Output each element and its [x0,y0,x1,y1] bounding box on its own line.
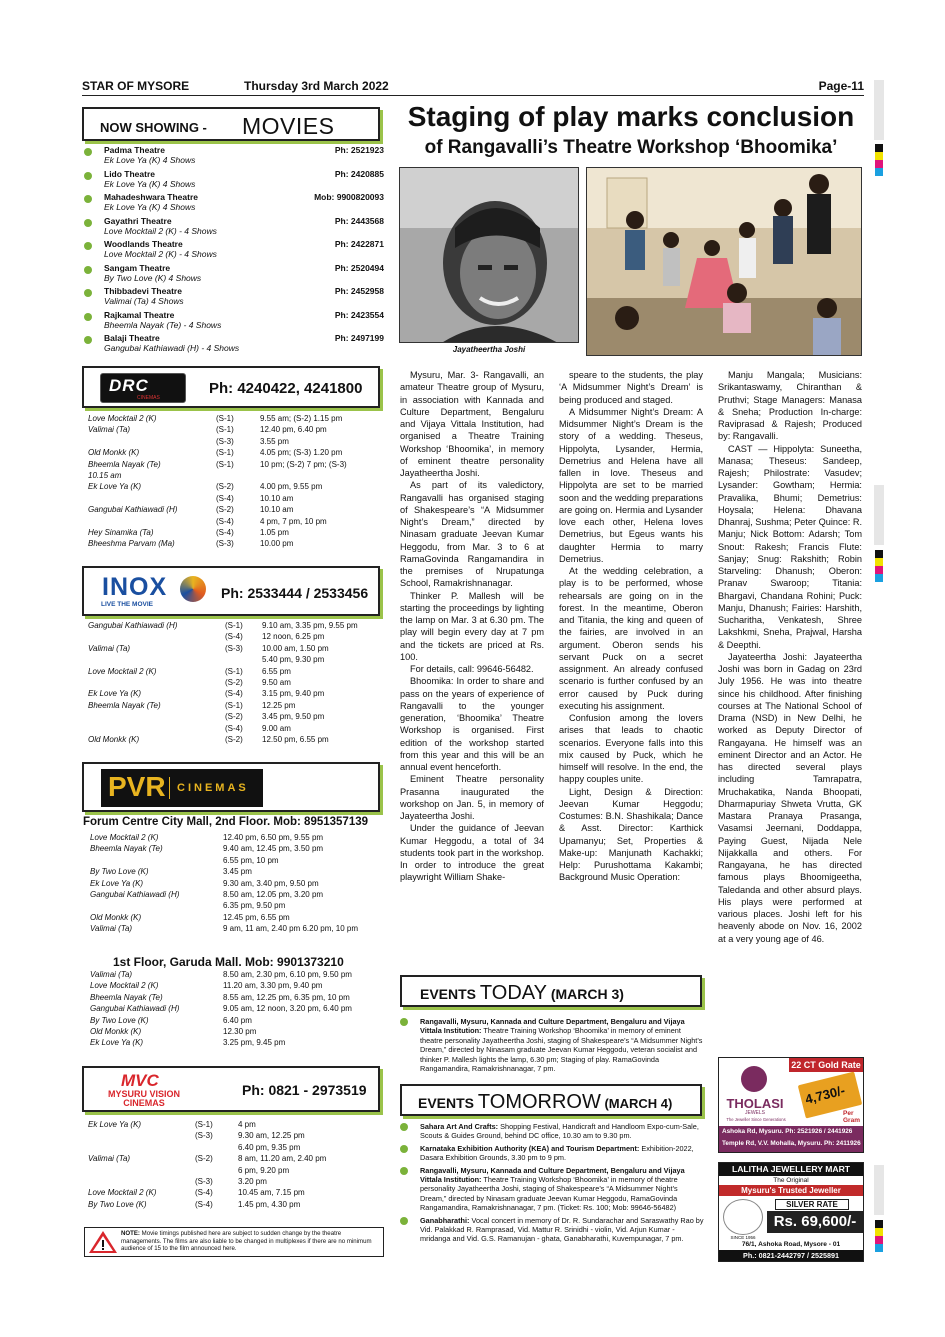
schedule-row [88,1198,383,1209]
movie-title: Love Mocktail 2 (K) [90,833,159,842]
gold-rate-header: 22 CT Gold Rate [789,1058,863,1072]
color-registration-marks [875,550,883,582]
movie-title: Old Monkk (K) [88,734,140,744]
warning-icon [88,1230,118,1254]
bullet-icon [400,1167,408,1175]
movie-title: By Two Love (K) [88,1199,147,1209]
schedule-row [88,436,383,447]
schedule-row [90,865,382,876]
page-number: Page-11 [818,79,864,93]
bullet-icon [400,1018,408,1026]
now-showing-header [82,107,380,141]
schedule-row [88,711,383,722]
paper-name: STAR OF MYSORE [82,79,190,93]
issue-date: Thursday 3rd March 2022 [244,79,389,93]
schedule-row [90,1015,382,1026]
theatre-item [84,239,384,263]
tholasi-address-1: Ashoka Rd, Mysuru. Ph: 2521926 / 2441926 [722,1128,853,1135]
movie-title: Valimai (Ta) [90,924,133,934]
theatre-phone: Ph: 2521923 [334,145,384,155]
mvc-logo: MVC [121,1071,159,1090]
theatre-name: Sangam Theatre [104,262,171,273]
tholasi-brand: THOLASI [726,1096,784,1111]
portrait-photo [399,167,579,343]
screen-number: (S-4) [216,527,234,537]
article-paragraph: Bhoomika: In order to share and pass on the years of experience of Rangavalli to the younger generation, ‘Bhoomika’ Theatre Workshop is organised. First edition of the workshop started from this year and this will be an annual event henceforth. [400,676,544,772]
color-registration-marks [875,144,883,176]
show-times: 9.30 am, 3.40 pm, 9.50 pm [223,878,319,888]
show-times: 6.55 pm, 10 pm [223,855,279,865]
movie-title: Old Monkk (K) [90,912,142,922]
event-organizer: Sahara Art And Crafts: [420,1122,499,1131]
schedule-row [88,1164,383,1175]
movie-title: Bheemla Nayak (Te) [88,700,161,710]
theatre-show: By Two Love (K) 4 Shows [104,272,202,283]
schedule-row [90,831,382,842]
schedule-row [88,527,383,538]
schedule-row [90,992,382,1003]
event-item [400,1144,704,1163]
silver-price: Rs. 69,600/- [767,1211,863,1233]
movie-title: By Two Love (K) [90,867,149,877]
event-item [400,1017,704,1073]
show-times: 10 pm; (S-2) 7 pm; (S-3) [260,459,347,469]
event-details: Exhibition-2022, Dasara Exhibition Grounds, 3.30 pm to 9 pm. [420,1143,694,1163]
bullet-icon [400,1123,408,1131]
article-column-3 [718,369,862,945]
show-times: 10.10 am [260,505,294,515]
show-times: 9.30 am, 12.25 pm [238,1131,305,1141]
schedule-row [88,1118,383,1129]
schedule-row [90,899,382,910]
schedule-row [88,643,383,654]
screen-number: (S-3) [195,1176,213,1186]
schedule-row [88,666,383,677]
show-times: 3.45 pm, 9.50 pm [262,712,325,722]
show-times: 6.40 pm [223,1015,252,1025]
screen-number: (S-3) [216,436,234,446]
pvr-garuda-schedule [90,969,382,1049]
article-paragraph: At the wedding celebration, a play is to be performed, whose rehearsals are going on in the forest. In the meantime, Oberon and Titania, the king and queen of the fairies, are involved in an argument. Oberon sends his servant Puck on a secret assignment. An already confused scenario is further confused by an error caused by Puck during executing his assignment. [559,566,703,711]
schedule-row [88,688,383,699]
theatre-show: Gangubai Kathiawadi (H) - 4 Shows [104,343,240,353]
screen-number: (S-1) [225,666,243,676]
schedule-row [88,654,383,665]
movie-title: Ek Love Ya (K) [88,689,142,699]
show-times: 3.55 pm [260,436,289,446]
event-item [400,1122,704,1141]
show-times: 3.25 pm, 9.45 pm [223,1038,286,1048]
screen-number: (S-4) [195,1188,213,1198]
inox-logo: INOX [102,573,168,601]
screen-number: (S-1) [216,414,234,423]
theatre-name: Gayathri Theatre [104,215,172,226]
theatre-show: Ek Love Ya (K) 4 Shows [104,178,196,189]
event-details: Theatre Training Workshop ‘Bhoomika’ in memory of eminent theatre personality Jayatheertha Joshi, staging of Shakespeare’s “A Midsummer Night’s Dream,” directed by Ninasam graduate Jeevan Kumar Heggodu, veteran socialist and thinker P. Mallesh lights the lamp, 6.30 pm; Staging of play. RamaGovinda Rangamandira, Ramakrishnanagar, 7 pm. [420,1026,703,1074]
tholasi-address-2: Temple Rd, V.V. Mohalla, Mysuru. Ph: 2411926 [722,1140,861,1147]
movies-label: MOVIES [242,113,335,139]
screen-number: (S-2) [225,677,243,687]
show-times: 3.20 pm [238,1176,267,1186]
theatre-phone: Ph: 2423554 [334,309,384,320]
bullet-icon [84,195,92,203]
show-times: 3.45 pm [223,867,252,877]
theatre-item [84,263,384,287]
show-times: 4 pm, 7 pm, 10 pm [260,516,327,526]
screen-number: (S-4) [225,723,243,733]
bullet-icon [84,266,92,274]
movie-title: Ek Love Ya (K) [90,1038,144,1048]
lalitha-emblem-icon [723,1199,763,1235]
theatre-phone: Ph: 2443568 [334,215,384,226]
movie-title: Ek Love Ya (K) [88,482,142,492]
schedule-row [88,516,383,527]
mvc-phone: Ph: 0821 - 2973519 [242,1082,367,1098]
movie-title: Love Mocktail 2 (K) [90,981,159,991]
article-paragraph: A Midsummer Night’s Dream: A Midsummer Night’s Dream is the story of a wedding. Theseus, Hippolyta, Lysander, Hermia, Demetrius and Helena have all fallen in love. Theseus and Hippolyta are set to be married soon and the wedding preparations are going on. Hermia and Lysander love each other, Helena loves Demetrius, but Egeus wants his daughter Hermia to marry Demetrius. [559,406,703,564]
theatre-show: Ek Love Ya (K) 4 Shows [104,202,196,212]
schedule-row [90,877,382,888]
schedule-row [88,470,383,481]
movie-title: 10.15 am [88,470,122,480]
events-today-header: EVENTS TODAY (MARCH 3) [400,975,702,1007]
screen-number: (S-4) [195,1199,213,1209]
theatre-item [84,333,384,357]
drc-header [82,366,380,408]
show-times: 12.40 pm, 6.50 pm, 9.55 pm [223,833,324,842]
schedule-row [88,734,383,745]
movie-title: Gangubai Kathiawadi (H) [88,621,178,630]
theatre-show: Bheemla Nayak (Te) - 4 Shows [104,319,222,330]
bullet-icon [400,1217,408,1225]
screen-number: (S-2) [225,734,243,744]
screen-number: (S-2) [216,482,234,492]
schedule-row [88,620,383,631]
schedule-row [88,1186,383,1197]
schedule-row [88,631,383,642]
article-paragraph: Jayateertha Joshi: Jayateertha Joshi was born in Gadag on 23rd July 1956. He was into theatre since his childhood. After finishing courses at The National School of Drama (NSD) in New Delhi, he worked as Deputy Director of Rangayana. He himself was an eminent Director and an Actor. He has directed several plays including Tamrapatra, Mruchakatika, Nanda Bhoopati, Dharmapuriay Shweta Vrutta, GK Mastara Pranaya Prasanga, Vasamsi Jeernani, Doddappa, Paying Guest, Nijada Nele Nijakkalla and others. For Rangayana, he has directed famous plays Bhoomigeetha, Taledanda and other absurd plays. His plays were performed at various places. Joshi left for his heavenly abode on Nov. 16, 2002 at a very young age of 46. [718,651,862,944]
article-paragraph: Thinker P. Mallesh will be starting the proceedings by lighting the lamp on Mar. 3 at 6.30 pm. The play will begin every day at 7 pm and the tickets are priced at Rs. 100. [400,590,544,662]
theatre-name: Woodlands Theatre [104,239,183,249]
schedule-row [88,1175,383,1186]
schedule-row [88,677,383,688]
show-times: 9.05 am, 12 noon, 3.20 pm, 6.40 pm [223,1004,352,1014]
theatre-phone: Ph: 2420885 [334,168,384,179]
bullet-icon [84,336,92,344]
show-times: 12 noon, 6.25 pm [262,632,325,642]
drc-logo: DRC CINEMAS [100,373,186,403]
movie-title: Love Mocktail 2 (K) [88,414,157,423]
pvr-header [82,762,380,812]
mvc-header [82,1066,380,1112]
movie-title: Valimai (Ta) [90,970,133,979]
show-times: 6 pm, 9.20 pm [238,1165,290,1175]
events-today-list [400,1017,704,1076]
article-paragraph: As part of its valedictory, Rangavalli has organised staging of Shakespeare’s “A Midsummer Night’s Dream,” directed by Ninasam graduate Jeevan Kumar Heggodu, from Mar. 3 to 6 at RamaGovinda Rangamandira in the premises of Nrupatunga School, Ramakrishnanagar. [400,480,544,589]
pvr-forum-schedule [90,831,382,934]
show-times: 4.00 pm, 9.55 pm [260,482,323,492]
schedule-row [88,424,383,435]
show-times: 6.40 pm, 9.35 pm [238,1142,301,1152]
screen-number: (S-4) [225,632,243,642]
bullet-icon [84,172,92,180]
theatre-phone: Ph: 2452958 [334,286,384,296]
screen-number: (S-2) [216,505,234,515]
schedule-row [88,700,383,711]
lalitha-name: LALITHA JEWELLERY MART [719,1163,863,1176]
schedule-row [88,481,383,492]
show-times: 4.05 pm; (S-3) 1.20 pm [260,448,343,458]
event-organizer: Rangavalli, Mysuru, Kannada and Culture Department, Bengaluru and Vijaya Vittala Institution: [420,1165,685,1185]
screen-number: (S-3) [195,1131,213,1141]
note-text: Movie timings published here are subject to sudden change by the theatre managements. The films are also liable to be changed in multiplexes if there are no minimum audience of 15 to the film announced here. [121,1230,372,1253]
movie-title: Bheemla Nayak (Te) [88,459,161,469]
event-details: Shopping Festival, Handicraft and Handloom Expo-cum-Sale, Scouts & Guides Ground, behind DC office, 10.30 am to 9.30 pm. [420,1122,699,1141]
screen-number: (S-1) [216,448,234,458]
show-times: 6.35 pm, 9.50 pm [223,901,286,911]
show-times: 9 am, 11 am, 2.40 pm 6.20 pm, 10 pm [223,924,359,934]
schedule-row [90,922,382,933]
schedule-row [88,538,383,549]
schedule-row [88,723,383,734]
theatre-phone: Ph: 2422871 [334,239,384,249]
schedule-row [88,1152,383,1163]
event-item [400,1166,704,1213]
show-times: 12.30 pm [223,1026,257,1036]
show-times: 10.00 pm [260,539,294,549]
screen-number: (S-4) [216,493,234,503]
theatre-item [84,310,384,334]
schedule-row [90,911,382,922]
show-times: 9.10 am, 3.35 pm, 9.55 pm [262,621,358,630]
inox-tagline: LIVE THE MOVIE [101,601,154,608]
article-paragraph: Manju Mangala; Musicians: Srikantaswamy, Chiranthan & Pruthvi; Stage Managers: Manasa & Sneha; Production In-charge: Raviprasad & Rajesh; Produced by: Rangavalli. [718,370,862,442]
event-organizer: Karnataka Exhibition Authority (KEA) and Tourism Department: [420,1143,640,1153]
margin-strip [874,80,884,140]
article-subhead: of Rangavalli’s Theatre Workshop ‘Bhoomika’ [424,137,838,158]
show-times: 4 pm [238,1120,256,1129]
photo-caption: Jayatheertha Joshi [452,345,526,354]
bullet-icon [84,289,92,297]
show-times: 12.40 pm, 6.40 pm [260,425,327,435]
article-paragraph: Confusion among the lovers arises that leads to chaotic scenarios. Everyone falls into this mix caused by Puck, which he himself will resolve. In the end, the happy couples unite. [559,713,703,785]
schedule-row [88,413,383,424]
screen-number: (S-3) [216,539,234,549]
show-times: 9.00 am [262,723,291,733]
event-organizer: Ganabharathi: [420,1215,470,1225]
schedule-row [88,493,383,504]
movie-title: Ek Love Ya (K) [90,878,144,888]
theatre-name: Lido Theatre [104,168,156,179]
now-showing-label: NOW SHOWING - [100,120,207,135]
screen-number: (S-2) [195,1154,213,1164]
schedule-row [90,1003,382,1014]
article-paragraph: Mysuru, Mar. 3- Rangavalli, an amateur Theatre group of Mysuru, in association with Kannada and Culture Department, Bengaluru and Vijaya Vittala Institution, had organised a Theatre Training Workshop ‘Bhoomika’, in memory of eminent theatre personality Jayatheertha Joshi. [400,370,544,478]
show-times: 10.10 am [260,493,294,503]
show-times: 10.45 am, 7.15 pm [238,1188,305,1198]
movie-title: By Two Love (K) [90,1015,149,1025]
bullet-icon [84,242,92,250]
schedule-row [88,1141,383,1152]
drc-schedule [88,413,383,550]
masthead [82,78,864,96]
note-label: NOTE: [121,1230,140,1237]
movie-title: Valimai (Ta) [88,643,131,653]
schedule-row [90,980,382,991]
drc-phone: Ph: 4240422, 4241800 [209,380,363,397]
article-paragraph: Light, Design & Direction: Jeevan Kumar Heggodu; Costumes: B.N. Shashikala; Dance & Asst. Director: Karthick Upamanyu; Set, Properties & Make-up: Manjunath Kachakki; Help: Purushottama Kakambi; Background Music Operation: [559,786,703,883]
screen-number: (S-4) [216,516,234,526]
movie-title: Old Monkk (K) [88,448,140,458]
tholasi-emblem-icon [741,1066,767,1092]
event-details: Theatre Training Workshop ‘Bhoomika’ in memory of theatre personality Jayatheertha Joshi, staging of Shakespeare’s “A Midsummer Night’s Dream,” directed by Ninasam graduate Jeevan Kumar Heggodu, RamaGovinda Rangamandira, Ramakrishnanagar, 7 pm. (Ticket: Rs. 100; Mob: 99646-56482) [420,1175,678,1213]
show-times: 9.50 am [262,677,291,687]
event-organizer: Rangavalli, Mysuru, Kannada and Culture Department, Bengaluru and Vijaya Vittala Institution: [420,1017,685,1036]
screen-number: (S-2) [225,712,243,722]
show-times: 8 am, 11.20 am, 2.40 pm [238,1154,327,1164]
movie-title: Bheemla Nayak (Te) [90,992,163,1002]
theatre-phone: Ph: 2497199 [334,333,384,343]
color-registration-marks [875,1220,883,1252]
theatre-name: Rajkamal Theatre [104,309,175,320]
theatre-item [84,216,384,240]
theatre-show: Valimai (Ta) 4 Shows [104,296,184,306]
theatre-item [84,192,384,216]
gold-price: 4,730/- [803,1082,847,1107]
show-times: 8.55 am, 12.25 pm, 6.35 pm, 10 pm [223,992,350,1002]
movie-title: Bheeshma Parvam (Ma) [88,539,175,549]
event-details: Vocal concert in memory of Dr. R. Sundarachar and Saraswathy Rao by Vid. Palakkad R. Ramprasad, Vid. Mattur R. Srinidhi - violin, Vid. Arjun Kumar - mridanga and Vid. G.S. Ramanujan - ghata, Ganabharathi, Kuvempunagar, 7 pm. [420,1215,704,1244]
theatre-name: Balaji Theatre [104,333,160,343]
article-paragraph: CAST — Hippolyta: Suneetha, Manasa; Theseus: Sandeep, Rajesh; Philostrate: Vasudev; Lysander: Gowtham; Hermia: Pravalika, Bhumi; Demetrius: Hoysala; Helena: Dhavana Dhanraj, Sushma; Peter Quince: R. Manju; Nick Bottom: Adarsh; Tom Snout: Rakesh; Francis Flute: Sanjay; Snug: Rakshith; Robin Starveling: Dhanush; Oberon: Pranav Swaroop; Titania: Bhargavi, Chandana Rohini; Puck: Manju, Dhanush; Fairies: Harshith, Sucharitha, Venkatesh, Shree Lakshkmi, Sneha, Prajwal, Harsha & Deepthi. [718,443,863,650]
schedule-row [88,504,383,515]
schedule-row [88,459,383,470]
pvr-venue-forum: Forum Centre City Mall, 2nd Floor. Mob: 8951357139 [83,816,369,828]
screen-number: (S-1) [216,425,234,435]
article-paragraph: Under the guidance of Jeevan Kumar Heggodu, a total of 34 students took part in the workshop. In order to introduce the great playwright William Shake- [400,823,544,883]
theatre-item [84,169,384,193]
theatre-name: Padma Theatre [104,145,165,155]
movie-title: Bheemla Nayak (Te) [90,844,163,854]
movie-title: Hey Sinamika (Ta) [88,527,154,537]
show-times: 8.50 am, 2.30 pm, 6.10 pm, 9.50 pm [223,970,352,979]
theatre-item [84,145,384,169]
article-paragraph: Eminent Theatre personality Prasanna inaugurated the workshop on Jan. 5, in memory of Jayateertha Joshi. [400,774,544,821]
theatre-name: Thibbadevi Theatre [104,286,182,296]
article-headline: Staging of play marks conclusion [407,101,855,132]
schedule-row [88,447,383,458]
show-times: 12.50 pm, 6.55 pm [262,734,329,744]
theatre-show: Love Mocktail 2 (K) - 4 Shows [104,225,217,236]
screen-number: (S-1) [216,459,234,469]
movie-title: Valimai (Ta) [88,425,131,435]
schedule-row [90,969,382,980]
show-times: 9.55 am; (S-2) 1.15 pm [260,414,343,423]
show-times: 3.15 pm, 9.40 pm [262,689,325,699]
movie-title: Love Mocktail 2 (K) [88,1188,157,1198]
events-tomorrow-header: EVENTS TOMORROW (MARCH 4) [400,1084,702,1116]
movie-title: Gangubai Kathiawadi (H) [88,505,178,515]
bullet-icon [400,1145,408,1153]
schedule-row [90,1026,382,1037]
theatre-show: Ek Love Ya (K) 4 Shows [104,155,196,165]
margin-strip [874,1165,884,1215]
article-paragraph: speare to the students, the play ‘A Midsummer Night’s Dream’ is being produced and staged. [559,370,703,405]
screen-number: (S-1) [195,1120,213,1129]
bullet-icon [84,219,92,227]
lalitha-ad: LALITHA JEWELLERY MART The Original Mysuru's Trusted Jeweller SINCE 1956 SILVER RATE Rs. 69,600/- 76/1, Ashoka Road, Mysore - 01 Ph.: 0821-2442797 / 2525891 [718,1162,864,1262]
screen-number: (S-1) [225,700,243,710]
show-times: 1.05 pm [260,527,289,537]
bullet-icon [84,313,92,321]
show-times: 11.20 am, 3.30 pm, 9.40 pm [223,981,323,991]
show-times: 8.50 am, 12.05 pm, 3.20 pm [223,889,324,899]
event-item [400,1216,704,1244]
movie-title: Old Monkk (K) [90,1026,142,1036]
tholasi-ad: 22 CT Gold Rate THOLASI JEWELS The Jeweller Since Generations 4,730/- Per Gram Ashoka Rd, Mysuru. Ph: 2521926 / 2441926 Temple Rd, V.V. Mohalla, Mysuru. Ph: 2411926 [718,1057,864,1153]
pvr-venue-garuda: 1st Floor, Garuda Mall. Mob: 9901373210 [113,955,344,969]
inox-schedule [88,620,383,745]
rehearsal-photo [586,167,862,356]
screen-number: (S-1) [225,621,243,630]
inox-globe-icon [180,576,206,602]
theatre-phone: Mob: 9900820093 [314,192,384,202]
theatre-name: Mahadeshwara Theatre [104,192,199,202]
mvc-logo-sub: MYSURU VISION CINEMAS [107,1089,180,1108]
theatre-show: Love Mocktail 2 (K) - 4 Shows [104,249,217,259]
schedule-row [90,842,382,853]
inox-phone: Ph: 2533444 / 2533456 [221,585,369,601]
show-times: 12.45 pm, 6.55 pm [223,912,290,922]
screen-number: (S-4) [225,689,243,699]
movie-title: Ek Love Ya (K) [88,1120,142,1129]
theatre-list [84,145,384,357]
mvc-schedule [88,1118,383,1209]
show-times: 1.45 pm, 4.30 pm [238,1199,301,1209]
article-column-2 [559,369,703,884]
movie-title: Gangubai Kathiawadi (H) [90,1004,180,1014]
inox-header [82,566,380,616]
article-column-1 [400,369,544,884]
events-tomorrow-list [400,1122,704,1247]
schedule-row [90,1037,382,1048]
pvr-logo: PVR CINEMAS [101,769,263,807]
show-times: 6.55 pm [262,666,291,676]
article-paragraph: For details, call: 99646-56482. [410,664,534,674]
screen-number: (S-3) [225,643,243,653]
movie-title: Valimai (Ta) [88,1154,131,1164]
show-times: 9.40 am, 12.45 pm, 3.50 pm [223,844,324,854]
theatre-item [84,286,384,310]
bullet-icon [84,148,92,156]
schedule-row [88,1129,383,1140]
show-times: 10.00 am, 1.50 pm [262,643,329,653]
margin-strip [874,485,884,545]
movie-title: Gangubai Kathiawadi (H) [90,889,180,899]
theatre-phone: Ph: 2520494 [334,262,384,273]
show-times: 12.25 pm [262,700,296,710]
schedule-row [90,854,382,865]
movie-title: Love Mocktail 2 (K) [88,666,157,676]
show-times: 5.40 pm, 9.30 pm [262,655,325,665]
schedule-row [90,888,382,899]
timings-note [84,1227,384,1257]
